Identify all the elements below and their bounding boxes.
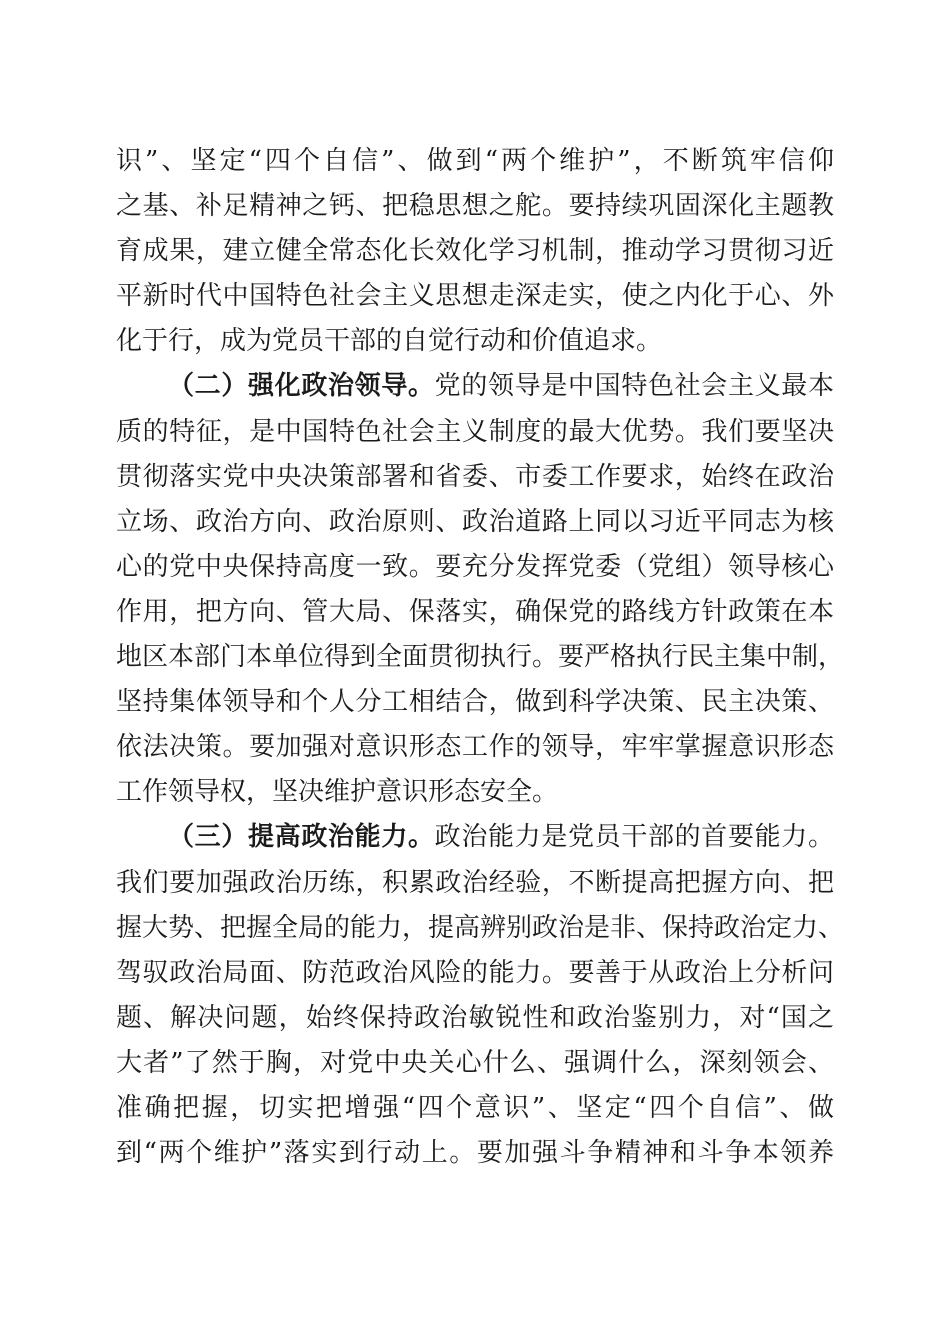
- text-line: 握大势、把握全局的能力，提高辨别政治是非、保持政治定力、: [116, 912, 845, 943]
- text-line: 地区本部门本单位得到全面贯彻执行。要严格执行民主集中制，: [116, 642, 845, 673]
- text-line: 题、解决问题，始终保持政治敏锐性和政治鉴别力，对“国之: [116, 1002, 834, 1033]
- text-line: 坚持集体领导和个人分工相结合，做到科学决策、民主决策、: [116, 687, 834, 718]
- text-line: 大者”了然于胸，对党中央关心什么、强调什么，深刻领会、: [116, 1047, 834, 1078]
- text-line: 依法决策。要加强对意识形态工作的领导，牢牢掌握意识形态: [116, 732, 834, 763]
- text-line: 我们要加强政治历练，积累政治经验，不断提高把握方向、把: [116, 867, 834, 898]
- section-heading: （二）强化政治领导。: [168, 371, 435, 402]
- text-line: 心的党中央保持高度一致。要充分发挥党委（党组）领导核心: [116, 551, 834, 582]
- text-line: 准确把握，切实把增强“四个意识”、坚定“四个自信”、做: [116, 1092, 834, 1123]
- text-line: 作用，把方向、管大局、保落实，确保党的路线方针政策在本: [116, 596, 834, 627]
- text-line: 质的特征，是中国特色社会主义制度的最大优势。我们要坚决: [116, 416, 834, 447]
- text-line: 驾驭政治局面、防范政治风险的能力。要善于从政治上分析问: [116, 957, 834, 988]
- text-run: 党的领导是中国特色社会主义最本: [434, 371, 834, 402]
- text-line: 化于行，成为党员干部的自觉行动和价值追求。: [116, 326, 663, 357]
- paragraph-first-line: [116, 815, 834, 860]
- paragraph-first-line: [116, 364, 834, 409]
- text-line: 贯彻落实党中央决策部署和省委、市委工作要求，始终在政治: [116, 461, 834, 492]
- text-line: 之基、补足精神之钙、把稳思想之舵。要持续巩固深化主题教: [116, 191, 834, 222]
- text-run: 政治能力是党员干部的首要能力。: [434, 822, 834, 853]
- text-line: 立场、政治方向、政治原则、政治道路上同以习近平同志为核: [116, 506, 834, 537]
- text-line: 育成果，建立健全常态化长效化学习机制，推动学习贯彻习近: [116, 236, 834, 267]
- text-line: 到“两个维护”落实到行动上。要加强斗争精神和斗争本领养: [116, 1138, 834, 1169]
- text-line: 工作领导权，坚决维护意识形态安全。: [116, 777, 559, 808]
- body-text: [116, 139, 845, 1176]
- section-heading: （三）提高政治能力。: [168, 822, 435, 853]
- text-line: 识”、坚定“四个自信”、做到“两个维护”，不断筑牢信仰: [116, 146, 834, 176]
- text-line: 平新时代中国特色社会主义思想走深走实，使之内化于心、外: [116, 281, 834, 312]
